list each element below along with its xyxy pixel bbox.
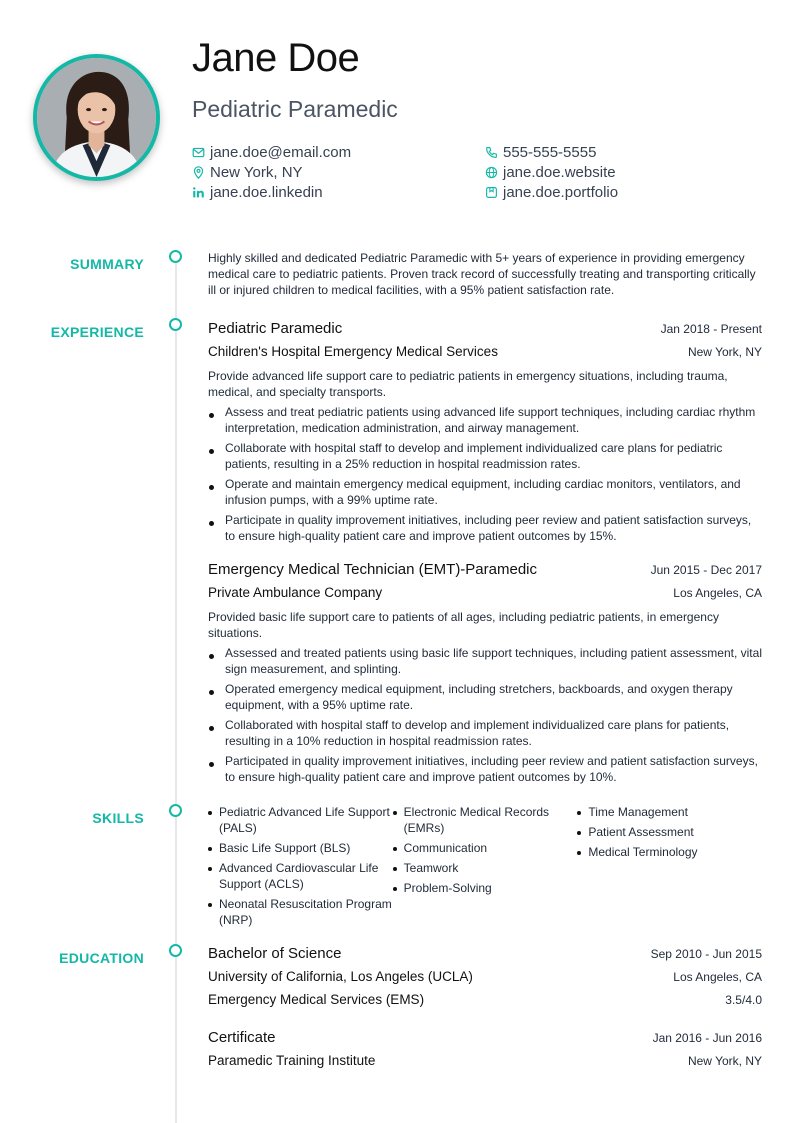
education-entry <box>208 1029 762 1075</box>
portfolio-text[interactable]: jane.doe.portfolio <box>503 183 619 201</box>
website-text[interactable]: jane.doe.website <box>503 163 616 181</box>
skill-item: Problem-Solving <box>393 880 578 896</box>
linkedin-text[interactable]: jane.doe.linkedin <box>210 183 323 201</box>
location-icon <box>192 166 205 179</box>
experience-bullets <box>208 404 762 544</box>
list-item: Assess and treat pediatric patients using advanced life support techniques, including cardiac rhythm interpretation, medication administration, and airway management. <box>208 404 762 436</box>
job-title: Pediatric Paramedic <box>192 96 398 122</box>
location-text: New York, NY <box>210 163 303 181</box>
skill-item: Patient Assessment <box>577 824 762 840</box>
experience-entry <box>208 561 762 789</box>
skill-item: Pediatric Advanced Life Support (PALS) <box>208 804 393 836</box>
education-field: Emergency Medical Services (EMS) <box>208 992 425 1007</box>
list-item: Participated in quality improvement initiatives, including peer review and patient satisfaction surveys, to ensure high-quality patient care and improve patient outcomes by 10%. <box>208 753 762 785</box>
skill-item: Communication <box>393 840 578 856</box>
mail-icon <box>192 146 205 159</box>
skills-column <box>577 804 762 932</box>
skill-item: Time Management <box>577 804 762 820</box>
list-item: Assessed and treated patients using basic life support techniques, including patient assessment, vital sign measurement, and splinting. <box>208 645 762 677</box>
skill-item: Basic Life Support (BLS) <box>208 840 393 856</box>
timeline-dot-skills <box>169 804 182 817</box>
education-location: Los Angeles, CA <box>673 970 762 984</box>
linkedin-icon <box>192 186 205 199</box>
experience-entry <box>208 320 762 548</box>
timeline-dot-education <box>169 944 182 957</box>
experience-role: Emergency Medical Technician (EMT)-Paramedic <box>208 561 538 578</box>
timeline-line <box>175 258 177 1123</box>
experience-dates: Jan 2018 - Present <box>660 322 762 336</box>
education-dates: Sep 2010 - Jun 2015 <box>650 947 762 961</box>
section-label-summary: SUMMARY <box>70 256 144 272</box>
skill-item: Neonatal Resuscitation Program (NRP) <box>208 896 393 928</box>
list-item: Operate and maintain emergency medical equipment, including cardiac monitors, ventilators, and infusion pumps, with a 99% uptime rate. <box>208 476 762 508</box>
education-gpa: 3.5/4.0 <box>725 993 762 1007</box>
skill-item: Advanced Cardiovascular Life Support (ACLS) <box>208 860 393 892</box>
education-degree: Bachelor of Science <box>208 945 342 962</box>
list-item: Operated emergency medical equipment, including stretchers, backboards, and oxygen therapy equipment, with a 95% uptime rate. <box>208 681 762 713</box>
contact-location <box>192 162 303 182</box>
contact-linkedin[interactable] <box>192 182 323 202</box>
experience-description: Provided basic life support care to patients of all ages, including pediatric patients, in emergency situations. <box>208 610 719 640</box>
phone-text[interactable]: 555-555-5555 <box>503 143 597 161</box>
contact-email[interactable] <box>192 142 351 162</box>
experience-description: Provide advanced life support care to pediatric patients in emergency situations, including trauma, medical, and specialty transports. <box>208 369 728 399</box>
experience-org: Private Ambulance Company <box>208 585 383 600</box>
phone-icon <box>485 146 498 159</box>
candidate-name: Jane Doe <box>192 36 360 80</box>
skills-list <box>208 804 762 932</box>
email-text[interactable]: jane.doe@email.com <box>210 143 352 161</box>
contact-phone[interactable] <box>485 142 596 162</box>
education-degree: Certificate <box>208 1029 276 1046</box>
skills-column <box>208 804 393 932</box>
experience-location: New York, NY <box>687 345 762 359</box>
experience-org: Children's Hospital Emergency Medical Services <box>208 344 498 359</box>
skills-column <box>393 804 578 932</box>
education-dates: Jan 2016 - Jun 2016 <box>652 1031 762 1045</box>
section-label-education: EDUCATION <box>59 950 144 966</box>
skill-item: Medical Terminology <box>577 844 762 860</box>
section-label-experience: EXPERIENCE <box>50 324 144 340</box>
skill-item: Electronic Medical Records (EMRs) <box>393 804 578 836</box>
list-item: Collaborated with hospital staff to develop and implement individualized care plans for patients, resulting in a 10% reduction in hospital readmission rates. <box>208 717 762 749</box>
experience-location: Los Angeles, CA <box>673 586 762 600</box>
experience-bullets <box>208 645 762 785</box>
profile-photo-icon <box>37 58 156 177</box>
skill-item: Teamwork <box>393 860 578 876</box>
contact-website[interactable] <box>485 162 616 182</box>
list-item: Collaborate with hospital staff to develop and implement individualized care plans for pediatric patients, resulting in a 25% reduction in hospital readmission rates. <box>208 440 762 472</box>
list-item: Participate in quality improvement initiatives, including peer review and patient satisfaction surveys, to ensure high-quality patient care and improve patient outcomes by 15%. <box>208 512 762 544</box>
experience-dates: Jun 2015 - Dec 2017 <box>650 563 762 577</box>
timeline-dot-summary <box>169 250 182 263</box>
education-school: Paramedic Training Institute <box>208 1053 376 1068</box>
section-label-skills: SKILLS <box>92 810 144 826</box>
contact-portfolio[interactable] <box>485 182 618 202</box>
summary-text: Highly skilled and dedicated Pediatric Paramedic with 5+ years of experience in providing emergency medical care to pediatric patients. Proven track record of successfully treating and transporting critically ill or injured children to medical facilities, with a 95% patient satisfaction rate. <box>208 251 756 297</box>
education-entry <box>208 945 762 1014</box>
timeline-dot-experience <box>169 318 182 331</box>
avatar <box>33 54 160 181</box>
education-school: University of California, Los Angeles (UCLA) <box>208 969 473 984</box>
education-location: New York, NY <box>687 1054 762 1068</box>
portfolio-icon <box>485 186 498 199</box>
globe-icon <box>485 166 498 179</box>
experience-role: Pediatric Paramedic <box>208 320 343 337</box>
